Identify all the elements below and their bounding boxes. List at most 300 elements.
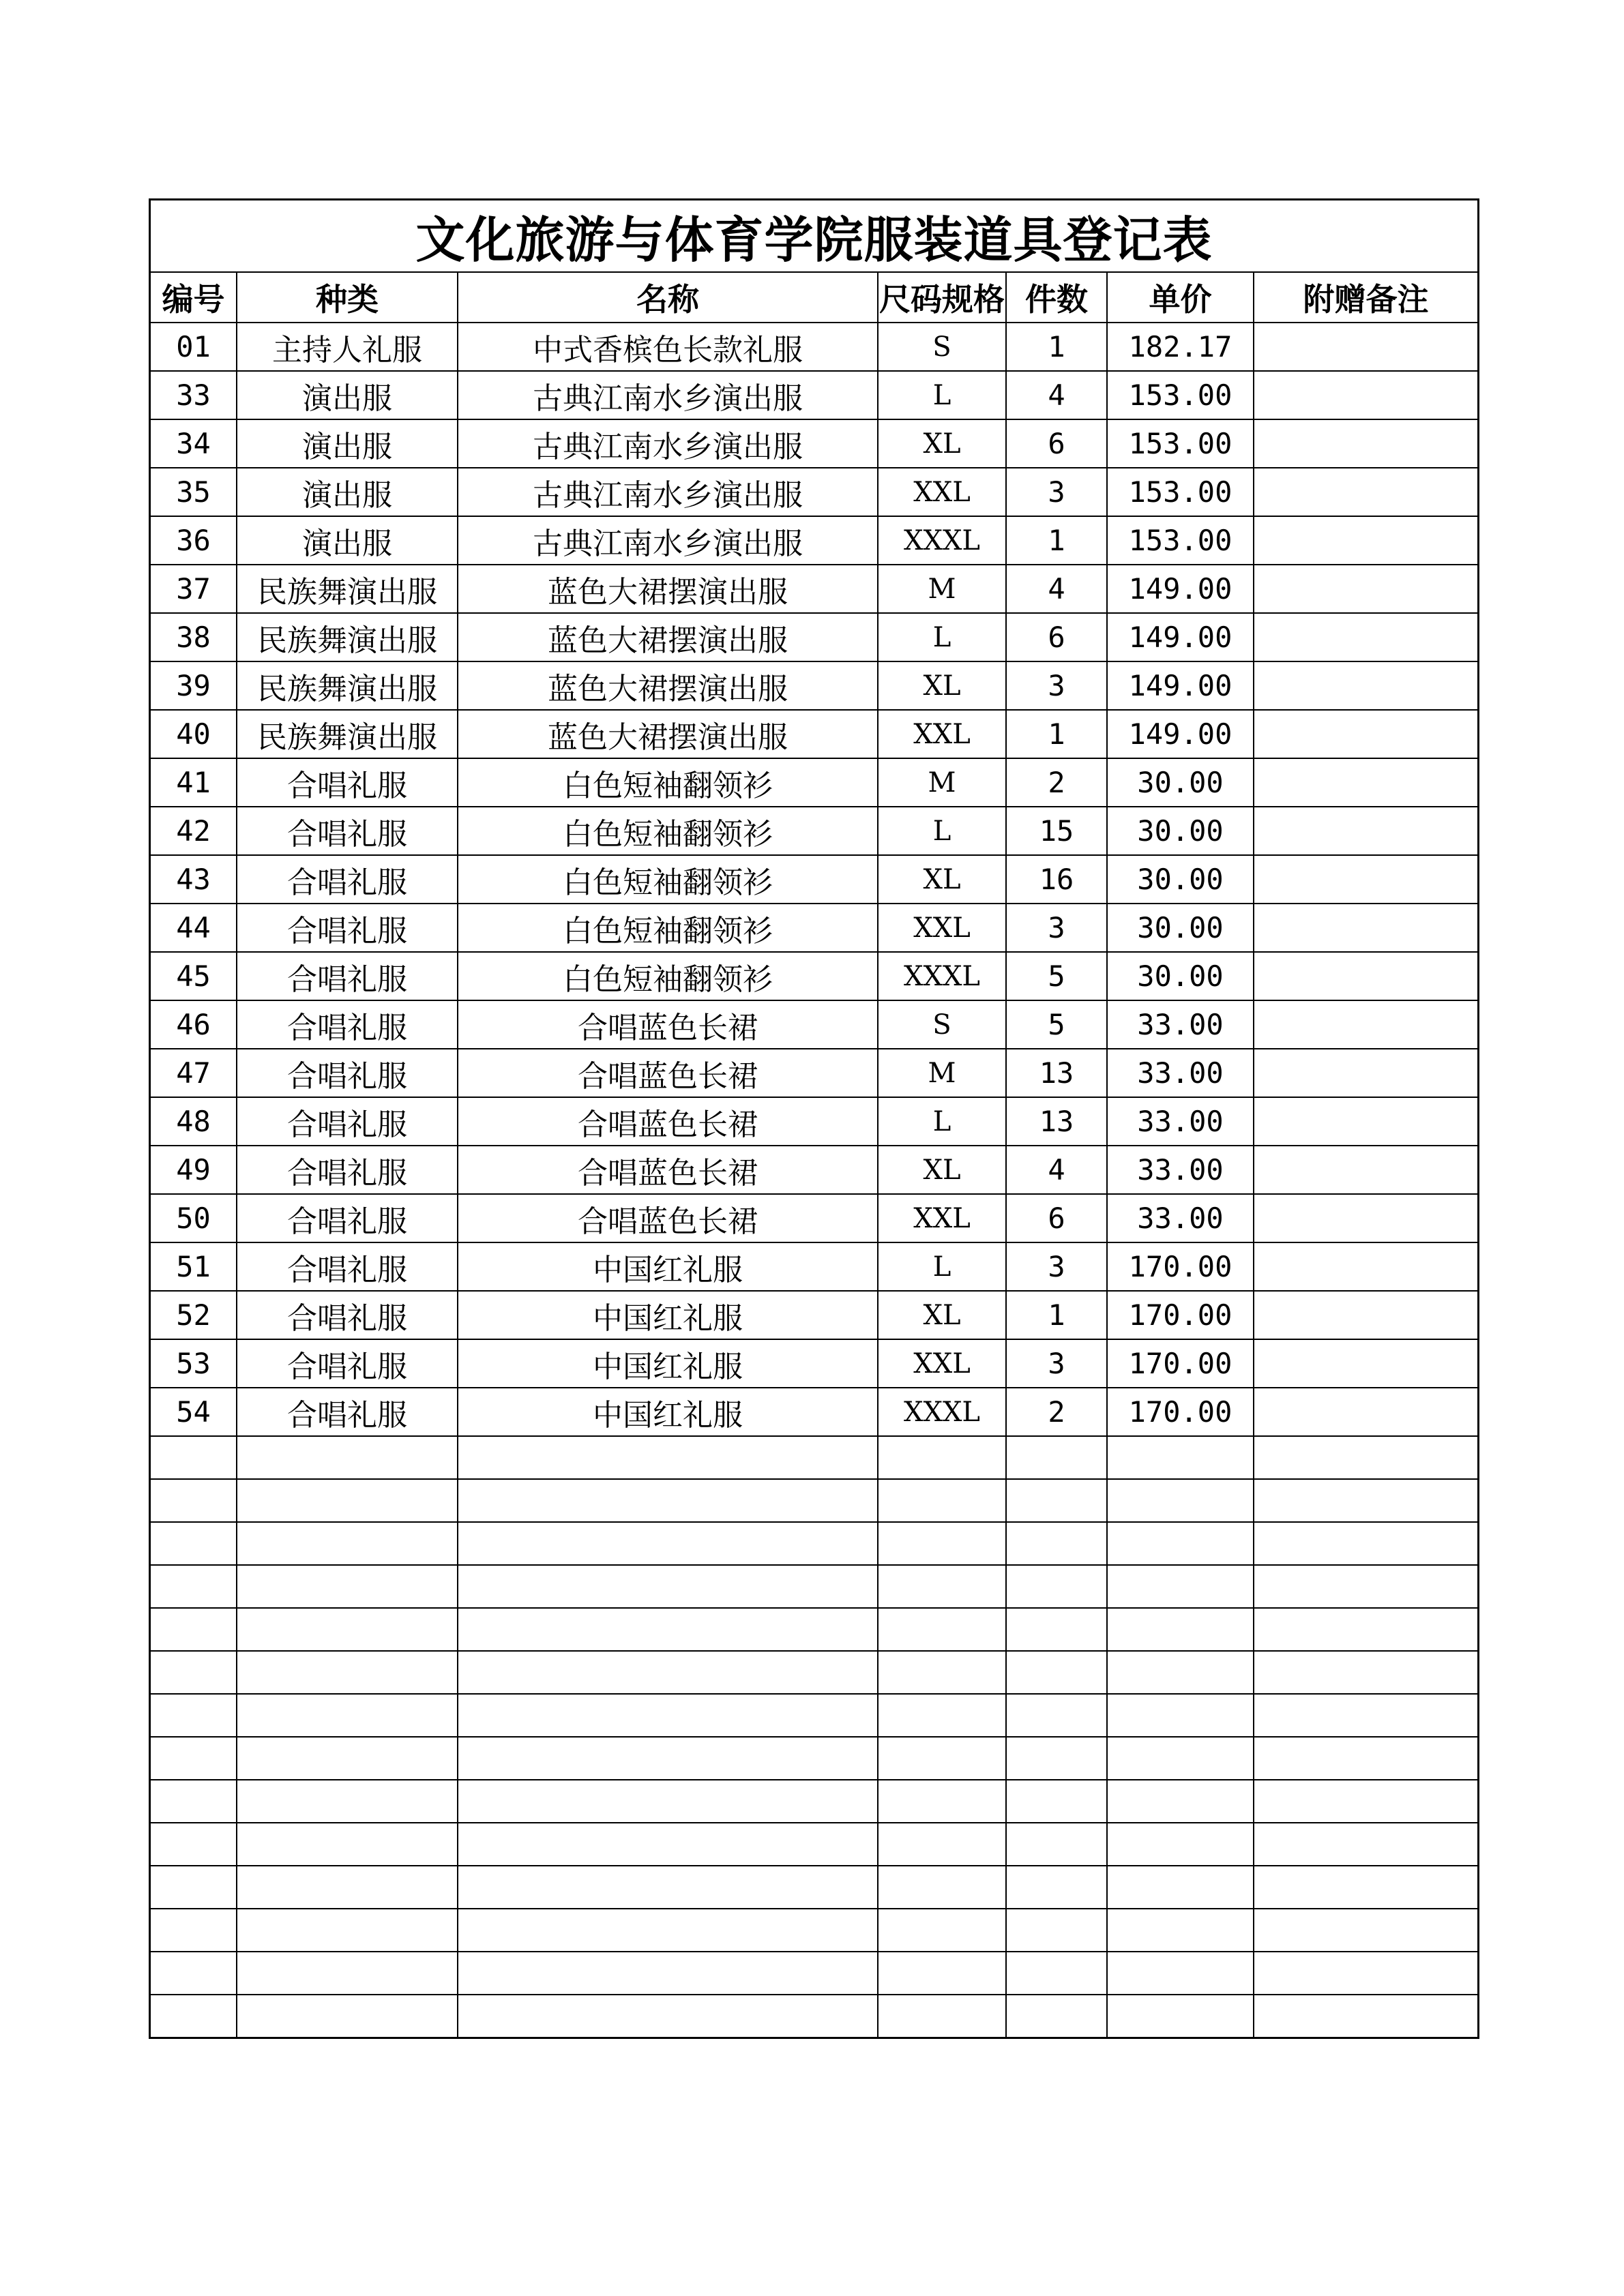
cell-category: 演出服 xyxy=(237,419,458,468)
empty-cell xyxy=(1107,1866,1254,1909)
cell-size: L xyxy=(878,1242,1006,1291)
empty-cell xyxy=(1107,1823,1254,1866)
empty-table-row xyxy=(151,1866,1477,1909)
cell-name: 合唱蓝色长裙 xyxy=(458,1194,878,1242)
cell-name: 古典江南水乡演出服 xyxy=(458,371,878,419)
empty-cell xyxy=(237,1522,458,1565)
cell-name: 合唱蓝色长裙 xyxy=(458,1097,878,1146)
cell-name: 中国红礼服 xyxy=(458,1388,878,1436)
empty-cell xyxy=(1006,1522,1107,1565)
cell-note xyxy=(1254,758,1477,807)
column-header-category: 种类 xyxy=(237,273,458,323)
cell-price: 149.00 xyxy=(1107,613,1254,661)
empty-cell xyxy=(151,1479,237,1522)
table-row xyxy=(151,1291,1477,1339)
cell-quantity: 1 xyxy=(1006,323,1107,371)
empty-cell xyxy=(1107,1565,1254,1608)
cell-price: 182.17 xyxy=(1107,323,1254,371)
cell-quantity: 2 xyxy=(1006,758,1107,807)
empty-cell xyxy=(1107,1909,1254,1952)
cell-note xyxy=(1254,1146,1477,1194)
cell-price: 170.00 xyxy=(1107,1242,1254,1291)
cell-id: 43 xyxy=(151,855,237,904)
cell-name: 白色短袖翻领衫 xyxy=(458,807,878,855)
cell-note xyxy=(1254,613,1477,661)
cell-size: M xyxy=(878,565,1006,613)
cell-note xyxy=(1254,468,1477,516)
empty-cell xyxy=(458,1522,878,1565)
empty-cell xyxy=(237,1995,458,2037)
empty-cell xyxy=(151,1522,237,1565)
empty-cell xyxy=(878,1952,1006,1995)
cell-category: 演出服 xyxy=(237,468,458,516)
table-row xyxy=(151,1339,1477,1388)
empty-cell xyxy=(1006,1565,1107,1608)
table-row xyxy=(151,371,1477,419)
cell-price: 149.00 xyxy=(1107,565,1254,613)
cell-price: 170.00 xyxy=(1107,1388,1254,1436)
empty-cell xyxy=(237,1651,458,1694)
cell-note xyxy=(1254,1194,1477,1242)
empty-cell xyxy=(1107,1737,1254,1780)
cell-note xyxy=(1254,1388,1477,1436)
empty-table-row xyxy=(151,1651,1477,1694)
cell-note xyxy=(1254,1049,1477,1097)
empty-cell xyxy=(458,1479,878,1522)
cell-size: XXL xyxy=(878,1339,1006,1388)
header-row xyxy=(151,273,1477,323)
empty-table-row xyxy=(151,1608,1477,1651)
empty-cell xyxy=(151,1909,237,1952)
empty-cell xyxy=(1107,1651,1254,1694)
cell-price: 33.00 xyxy=(1107,1049,1254,1097)
empty-cell xyxy=(1254,1694,1477,1737)
empty-cell xyxy=(1254,1522,1477,1565)
cell-name: 中国红礼服 xyxy=(458,1291,878,1339)
empty-cell xyxy=(458,1694,878,1737)
column-header-quantity: 件数 xyxy=(1006,273,1107,323)
cell-category: 合唱礼服 xyxy=(237,904,458,952)
cell-category: 合唱礼服 xyxy=(237,807,458,855)
cell-quantity: 3 xyxy=(1006,661,1107,710)
cell-quantity: 3 xyxy=(1006,1339,1107,1388)
empty-cell xyxy=(1006,1995,1107,2037)
empty-cell xyxy=(237,1823,458,1866)
cell-category: 合唱礼服 xyxy=(237,1242,458,1291)
cell-quantity: 6 xyxy=(1006,613,1107,661)
table-row xyxy=(151,661,1477,710)
cell-price: 33.00 xyxy=(1107,1194,1254,1242)
cell-quantity: 3 xyxy=(1006,468,1107,516)
cell-quantity: 1 xyxy=(1006,516,1107,565)
column-header-note: 附赠备注 xyxy=(1254,273,1477,323)
cell-category: 演出服 xyxy=(237,371,458,419)
cell-note xyxy=(1254,952,1477,1000)
cell-size: S xyxy=(878,323,1006,371)
table-row xyxy=(151,323,1477,371)
cell-id: 33 xyxy=(151,371,237,419)
cell-size: L xyxy=(878,807,1006,855)
cell-name: 古典江南水乡演出服 xyxy=(458,468,878,516)
cell-category: 合唱礼服 xyxy=(237,1388,458,1436)
empty-cell xyxy=(878,1522,1006,1565)
cell-category: 民族舞演出服 xyxy=(237,710,458,758)
cell-quantity: 1 xyxy=(1006,710,1107,758)
cell-size: XXL xyxy=(878,1194,1006,1242)
empty-cell xyxy=(458,1866,878,1909)
empty-table-row xyxy=(151,1565,1477,1608)
cell-id: 38 xyxy=(151,613,237,661)
empty-cell xyxy=(1006,1737,1107,1780)
empty-cell xyxy=(458,1952,878,1995)
table-row xyxy=(151,758,1477,807)
cell-price: 170.00 xyxy=(1107,1339,1254,1388)
empty-cell xyxy=(878,1737,1006,1780)
cell-price: 153.00 xyxy=(1107,371,1254,419)
empty-table-row xyxy=(151,1952,1477,1995)
empty-cell xyxy=(458,1565,878,1608)
cell-id: 51 xyxy=(151,1242,237,1291)
empty-cell xyxy=(878,1651,1006,1694)
cell-size: XXL xyxy=(878,468,1006,516)
cell-id: 44 xyxy=(151,904,237,952)
cell-category: 演出服 xyxy=(237,516,458,565)
cell-id: 50 xyxy=(151,1194,237,1242)
empty-cell xyxy=(1107,1995,1254,2037)
table-row xyxy=(151,516,1477,565)
cell-name: 中式香槟色长款礼服 xyxy=(458,323,878,371)
empty-cell xyxy=(878,1995,1006,2037)
empty-table-row xyxy=(151,1995,1477,2037)
cell-id: 37 xyxy=(151,565,237,613)
cell-name: 合唱蓝色长裙 xyxy=(458,1146,878,1194)
empty-cell xyxy=(1107,1952,1254,1995)
cell-note xyxy=(1254,904,1477,952)
empty-cell xyxy=(1254,1823,1477,1866)
cell-price: 153.00 xyxy=(1107,516,1254,565)
table-row xyxy=(151,1388,1477,1436)
empty-cell xyxy=(1107,1694,1254,1737)
cell-id: 35 xyxy=(151,468,237,516)
empty-cell xyxy=(878,1565,1006,1608)
table-row xyxy=(151,1242,1477,1291)
cell-name: 古典江南水乡演出服 xyxy=(458,516,878,565)
cell-name: 蓝色大裙摆演出服 xyxy=(458,661,878,710)
empty-table-row xyxy=(151,1522,1477,1565)
cell-note xyxy=(1254,710,1477,758)
cell-size: L xyxy=(878,613,1006,661)
cell-category: 民族舞演出服 xyxy=(237,661,458,710)
empty-cell xyxy=(878,1694,1006,1737)
empty-cell xyxy=(1006,1436,1107,1479)
cell-size: XXXL xyxy=(878,952,1006,1000)
empty-cell xyxy=(1107,1522,1254,1565)
cell-id: 39 xyxy=(151,661,237,710)
cell-id: 52 xyxy=(151,1291,237,1339)
empty-cell xyxy=(1006,1694,1107,1737)
empty-cell xyxy=(1254,1909,1477,1952)
empty-table-row xyxy=(151,1479,1477,1522)
cell-note xyxy=(1254,371,1477,419)
empty-cell xyxy=(151,1608,237,1651)
cell-category: 合唱礼服 xyxy=(237,855,458,904)
cell-category: 合唱礼服 xyxy=(237,1194,458,1242)
cell-name: 白色短袖翻领衫 xyxy=(458,952,878,1000)
empty-cell xyxy=(1254,1995,1477,2037)
empty-cell xyxy=(1254,1651,1477,1694)
empty-cell xyxy=(1254,1479,1477,1522)
cell-quantity: 13 xyxy=(1006,1049,1107,1097)
cell-price: 30.00 xyxy=(1107,807,1254,855)
cell-quantity: 5 xyxy=(1006,1000,1107,1049)
empty-cell xyxy=(151,1651,237,1694)
table-row xyxy=(151,952,1477,1000)
cell-quantity: 13 xyxy=(1006,1097,1107,1146)
cell-name: 合唱蓝色长裙 xyxy=(458,1000,878,1049)
cell-note xyxy=(1254,1000,1477,1049)
empty-cell xyxy=(151,1952,237,1995)
cell-note xyxy=(1254,1291,1477,1339)
cell-id: 45 xyxy=(151,952,237,1000)
empty-cell xyxy=(458,1436,878,1479)
empty-cell xyxy=(1006,1651,1107,1694)
cell-id: 41 xyxy=(151,758,237,807)
cell-id: 53 xyxy=(151,1339,237,1388)
empty-table-row xyxy=(151,1737,1477,1780)
empty-cell xyxy=(878,1866,1006,1909)
empty-cell xyxy=(237,1909,458,1952)
cell-size: S xyxy=(878,1000,1006,1049)
cell-quantity: 5 xyxy=(1006,952,1107,1000)
empty-cell xyxy=(151,1780,237,1823)
empty-cell xyxy=(458,1909,878,1952)
cell-category: 民族舞演出服 xyxy=(237,613,458,661)
cell-quantity: 15 xyxy=(1006,807,1107,855)
empty-cell xyxy=(151,1694,237,1737)
cell-price: 30.00 xyxy=(1107,952,1254,1000)
empty-cell xyxy=(237,1737,458,1780)
cell-quantity: 4 xyxy=(1006,371,1107,419)
empty-cell xyxy=(1254,1780,1477,1823)
cell-size: XL xyxy=(878,419,1006,468)
table-body xyxy=(151,323,1477,2037)
table-row xyxy=(151,710,1477,758)
empty-cell xyxy=(1107,1479,1254,1522)
cell-note xyxy=(1254,419,1477,468)
cell-note xyxy=(1254,1242,1477,1291)
empty-cell xyxy=(1006,1608,1107,1651)
cell-note xyxy=(1254,855,1477,904)
column-header-id: 编号 xyxy=(151,273,237,323)
empty-cell xyxy=(1254,1436,1477,1479)
cell-size: M xyxy=(878,758,1006,807)
cell-category: 民族舞演出服 xyxy=(237,565,458,613)
empty-table-row xyxy=(151,1436,1477,1479)
cell-id: 36 xyxy=(151,516,237,565)
empty-table-row xyxy=(151,1823,1477,1866)
empty-cell xyxy=(151,1565,237,1608)
cell-category: 合唱礼服 xyxy=(237,1146,458,1194)
cell-id: 47 xyxy=(151,1049,237,1097)
cell-quantity: 16 xyxy=(1006,855,1107,904)
cell-size: XL xyxy=(878,661,1006,710)
empty-cell xyxy=(1006,1479,1107,1522)
cell-note xyxy=(1254,807,1477,855)
cell-category: 合唱礼服 xyxy=(237,1000,458,1049)
table-row xyxy=(151,855,1477,904)
registration-sheet xyxy=(149,198,1479,2039)
cell-note xyxy=(1254,1097,1477,1146)
cell-quantity: 3 xyxy=(1006,1242,1107,1291)
cell-price: 30.00 xyxy=(1107,904,1254,952)
cell-id: 01 xyxy=(151,323,237,371)
cell-name: 中国红礼服 xyxy=(458,1339,878,1388)
table-row xyxy=(151,1146,1477,1194)
cell-name: 古典江南水乡演出服 xyxy=(458,419,878,468)
empty-cell xyxy=(237,1436,458,1479)
cell-id: 48 xyxy=(151,1097,237,1146)
cell-price: 170.00 xyxy=(1107,1291,1254,1339)
cell-category: 合唱礼服 xyxy=(237,1049,458,1097)
cell-quantity: 2 xyxy=(1006,1388,1107,1436)
cell-price: 149.00 xyxy=(1107,710,1254,758)
empty-cell xyxy=(237,1694,458,1737)
empty-cell xyxy=(458,1780,878,1823)
empty-cell xyxy=(1254,1608,1477,1651)
costume-table xyxy=(151,273,1477,2037)
table-row xyxy=(151,468,1477,516)
empty-cell xyxy=(237,1565,458,1608)
sheet-title: 文化旅游与体育学院服装道具登记表 xyxy=(151,200,1477,273)
cell-note xyxy=(1254,516,1477,565)
cell-id: 40 xyxy=(151,710,237,758)
cell-price: 33.00 xyxy=(1107,1000,1254,1049)
empty-cell xyxy=(151,1823,237,1866)
empty-cell xyxy=(237,1780,458,1823)
empty-cell xyxy=(1254,1737,1477,1780)
cell-size: L xyxy=(878,371,1006,419)
empty-cell xyxy=(151,1737,237,1780)
cell-size: XXXL xyxy=(878,516,1006,565)
empty-cell xyxy=(1254,1866,1477,1909)
cell-name: 合唱蓝色长裙 xyxy=(458,1049,878,1097)
empty-cell xyxy=(1006,1823,1107,1866)
empty-cell xyxy=(1006,1780,1107,1823)
empty-cell xyxy=(151,1995,237,2037)
empty-cell xyxy=(878,1436,1006,1479)
cell-id: 54 xyxy=(151,1388,237,1436)
cell-price: 30.00 xyxy=(1107,855,1254,904)
empty-table-row xyxy=(151,1909,1477,1952)
cell-name: 白色短袖翻领衫 xyxy=(458,904,878,952)
cell-category: 合唱礼服 xyxy=(237,1097,458,1146)
empty-table-row xyxy=(151,1780,1477,1823)
cell-price: 153.00 xyxy=(1107,468,1254,516)
cell-quantity: 4 xyxy=(1006,1146,1107,1194)
cell-note xyxy=(1254,323,1477,371)
cell-note xyxy=(1254,661,1477,710)
empty-cell xyxy=(458,1995,878,2037)
empty-table-row xyxy=(151,1694,1477,1737)
cell-quantity: 4 xyxy=(1006,565,1107,613)
cell-name: 白色短袖翻领衫 xyxy=(458,758,878,807)
cell-category: 主持人礼服 xyxy=(237,323,458,371)
cell-quantity: 1 xyxy=(1006,1291,1107,1339)
column-header-size: 尺码规格 xyxy=(878,273,1006,323)
cell-id: 46 xyxy=(151,1000,237,1049)
empty-cell xyxy=(878,1823,1006,1866)
cell-price: 153.00 xyxy=(1107,419,1254,468)
empty-cell xyxy=(237,1952,458,1995)
cell-size: XL xyxy=(878,1146,1006,1194)
empty-cell xyxy=(878,1479,1006,1522)
table-row xyxy=(151,807,1477,855)
empty-cell xyxy=(1107,1608,1254,1651)
cell-id: 42 xyxy=(151,807,237,855)
cell-name: 中国红礼服 xyxy=(458,1242,878,1291)
empty-cell xyxy=(151,1866,237,1909)
cell-size: XL xyxy=(878,855,1006,904)
cell-size: XXXL xyxy=(878,1388,1006,1436)
cell-name: 蓝色大裙摆演出服 xyxy=(458,613,878,661)
cell-size: L xyxy=(878,1097,1006,1146)
empty-cell xyxy=(1006,1952,1107,1995)
cell-name: 白色短袖翻领衫 xyxy=(458,855,878,904)
cell-quantity: 3 xyxy=(1006,904,1107,952)
table-row xyxy=(151,565,1477,613)
empty-cell xyxy=(151,1436,237,1479)
cell-size: XL xyxy=(878,1291,1006,1339)
empty-cell xyxy=(458,1608,878,1651)
empty-cell xyxy=(878,1909,1006,1952)
cell-price: 30.00 xyxy=(1107,758,1254,807)
empty-cell xyxy=(878,1780,1006,1823)
empty-cell xyxy=(237,1608,458,1651)
table-row xyxy=(151,1049,1477,1097)
table-row xyxy=(151,613,1477,661)
cell-category: 合唱礼服 xyxy=(237,758,458,807)
empty-cell xyxy=(1107,1780,1254,1823)
empty-cell xyxy=(237,1479,458,1522)
cell-price: 149.00 xyxy=(1107,661,1254,710)
column-header-name: 名称 xyxy=(458,273,878,323)
cell-size: XXL xyxy=(878,904,1006,952)
cell-name: 蓝色大裙摆演出服 xyxy=(458,710,878,758)
empty-cell xyxy=(1006,1866,1107,1909)
cell-quantity: 6 xyxy=(1006,1194,1107,1242)
table-row xyxy=(151,1097,1477,1146)
cell-category: 合唱礼服 xyxy=(237,1339,458,1388)
cell-id: 34 xyxy=(151,419,237,468)
table-row xyxy=(151,1000,1477,1049)
cell-category: 合唱礼服 xyxy=(237,952,458,1000)
cell-note xyxy=(1254,1339,1477,1388)
empty-cell xyxy=(878,1608,1006,1651)
cell-id: 49 xyxy=(151,1146,237,1194)
cell-note xyxy=(1254,565,1477,613)
cell-price: 33.00 xyxy=(1107,1097,1254,1146)
empty-cell xyxy=(458,1651,878,1694)
table-row xyxy=(151,904,1477,952)
empty-cell xyxy=(1254,1952,1477,1995)
cell-category: 合唱礼服 xyxy=(237,1291,458,1339)
empty-cell xyxy=(458,1737,878,1780)
cell-price: 33.00 xyxy=(1107,1146,1254,1194)
empty-cell xyxy=(1107,1436,1254,1479)
cell-size: M xyxy=(878,1049,1006,1097)
empty-cell xyxy=(1254,1565,1477,1608)
table-row xyxy=(151,1194,1477,1242)
